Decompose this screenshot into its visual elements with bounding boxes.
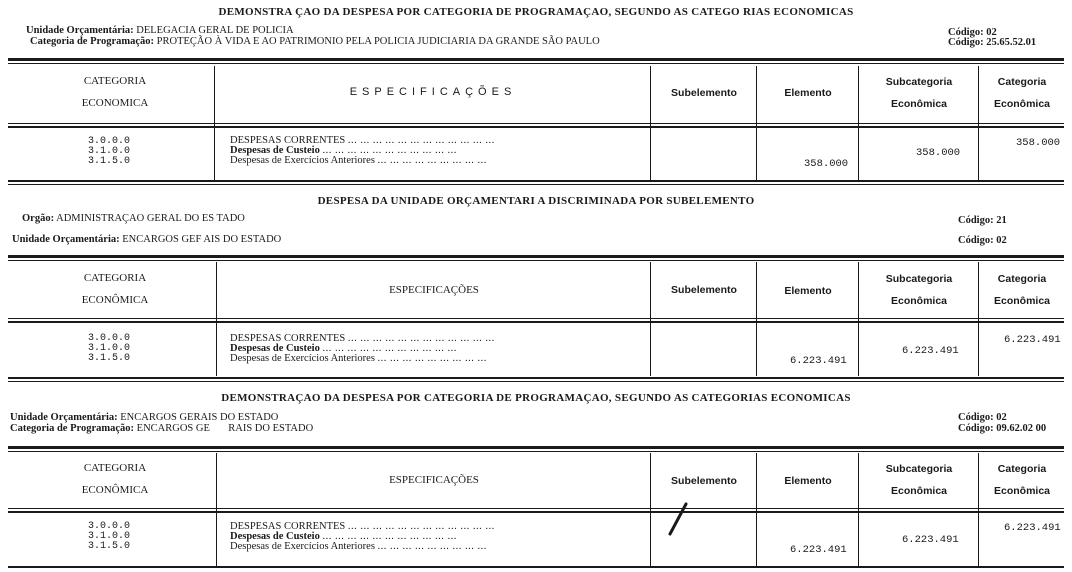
- table-row: Despesas de Exercícios Anteriores ... ... ... ... ... ... ... ... ...: [230, 353, 487, 364]
- table-row: Despesas de Custeio ... ... ... ... ... ... ... ... ... ... ...: [230, 145, 457, 156]
- meta-line: [30, 37, 600, 47]
- value-subcategoria: 358.000: [916, 147, 961, 159]
- value-categoria: 6.223.491: [1004, 522, 1061, 534]
- value-subcategoria: 6.223.491: [902, 534, 959, 546]
- table-row: DESPESAS CORRENTES ... ... ... ... ... ... ... ... ... ... ... ...: [230, 135, 495, 146]
- header-categoria: CATEGORIA ECONOMICA: [81, 75, 149, 109]
- value-elemento: 358.000: [804, 158, 849, 170]
- header-especificacoes: ESPECIFICAÇÕES: [389, 474, 479, 486]
- code-label: Código: 02: [958, 235, 1007, 246]
- code-label: Código: 25.65.52.01: [948, 37, 1037, 48]
- table-row: Despesas de Exercícios Anteriores ... ... ... ... ... ... ... ... ...: [230, 541, 487, 552]
- header-subelemento: Subelemento: [671, 475, 737, 487]
- header-subcategoria: Subcategoria Econômica: [885, 273, 953, 307]
- header-categoria-economica: Categoria Econômica: [993, 463, 1051, 497]
- table-row: Despesas de Custeio ... ... ... ... ... ... ... ... ... ... ...: [230, 343, 457, 354]
- section-title: DESPESA DA UNIDADE ORÇAMENTARI A DISCRIMINADA POR SUBELEMENTO: [317, 195, 755, 207]
- codes-column: 3.0.0.0 3.1.0.0 3.1.5.0: [88, 521, 131, 552]
- pen-stroke-mark: [664, 500, 694, 540]
- value-categoria: 358.000: [1016, 137, 1061, 149]
- code-label: Código: 21: [958, 215, 1007, 226]
- table-row: DESPESAS CORRENTES ... ... ... ... ... ... ... ... ... ... ... ...: [230, 521, 495, 532]
- spec-column: [230, 136, 495, 166]
- meta-label: Categoria de Programação:: [30, 36, 155, 47]
- meta-line: Unidade Orçamentária: ENCARGOS GEF AIS DO ESTADO: [12, 234, 282, 245]
- meta-value: PROTEÇÃO À VIDA E AO PATRIMONIO PELA POLICIA JUDICIARIA DA GRANDE SÃO PAULO: [156, 36, 600, 47]
- header-elemento: Elemento: [784, 475, 832, 487]
- spec-column: [230, 334, 495, 364]
- value-subcategoria: 6.223.491: [902, 345, 959, 357]
- header-categoria-economica: Categoria Econômica: [993, 273, 1051, 307]
- value-elemento: 6.223.491: [790, 355, 847, 367]
- section-title: DEMONSTRAÇAO DA DESPESA POR CATEGORIA DE PROGRAMAÇAO, SEGUNDO AS CATEGORIAS ECONOMICAS: [221, 392, 851, 404]
- spec-column: [230, 522, 495, 552]
- meta-line: [26, 26, 294, 36]
- header-subelemento: Subelemento: [671, 87, 737, 99]
- meta-line: Unidade Orçamentária: ENCARGOS GERAIS DO ESTADO: [10, 412, 279, 423]
- header-especificacoes: ESPECIFICAÇÕES: [389, 284, 479, 296]
- header-elemento: Elemento: [784, 87, 832, 99]
- table-row: Despesas de Custeio ... ... ... ... ... ... ... ... ... ... ...: [230, 531, 457, 542]
- value-categoria: 6.223.491: [1004, 334, 1061, 346]
- meta-label: Unidade Orçamentária:: [26, 25, 134, 36]
- meta-line: Categoria de Programação: ENCARGOS GE RAIS DO ESTADO: [10, 423, 314, 434]
- code-label: Código: 02: [948, 27, 997, 38]
- codes-column: 3.0.0.0 3.1.0.0 3.1.5.0: [88, 333, 131, 364]
- header-subelemento: Subelemento: [671, 284, 737, 296]
- meta-line: Orgão: ADMINISTRAÇAO GERAL DO ES TADO: [22, 213, 245, 224]
- meta-value: DELEGACIA GERAL DE POLICIA: [136, 25, 294, 36]
- header-categoria: CATEGORIA ECONÔMICA: [81, 272, 149, 306]
- code-label: Código: 09.62.02 00: [958, 423, 1047, 434]
- value-elemento: 6.223.491: [790, 544, 847, 556]
- table-row: Despesas de Exercícios Anteriores ... ... ... ... ... ... ... ... ...: [230, 155, 487, 166]
- header-subcategoria: Subcategoria Econômica: [885, 76, 953, 110]
- section-title: DEMONSTRA ÇAO DA DESPESA POR CATEGORIA DE PROGRAMAÇAO, SEGUNDO AS CATEGO RIAS ECONOMICAS: [218, 6, 854, 18]
- header-categoria-economica: Categoria Econômica: [993, 76, 1051, 110]
- code-label: Código: 02: [958, 412, 1007, 423]
- header-categoria: CATEGORIA ECONÔMICA: [81, 462, 149, 496]
- table-row: DESPESAS CORRENTES ... ... ... ... ... ... ... ... ... ... ... ...: [230, 333, 495, 344]
- codes-column: 3.0.0.0 3.1.0.0 3.1.5.0: [88, 136, 131, 167]
- header-elemento: Elemento: [784, 285, 832, 297]
- header-especificacoes: ESPECIFICAÇÕES: [349, 86, 517, 98]
- header-subcategoria: Subcategoria Econômica: [885, 463, 953, 497]
